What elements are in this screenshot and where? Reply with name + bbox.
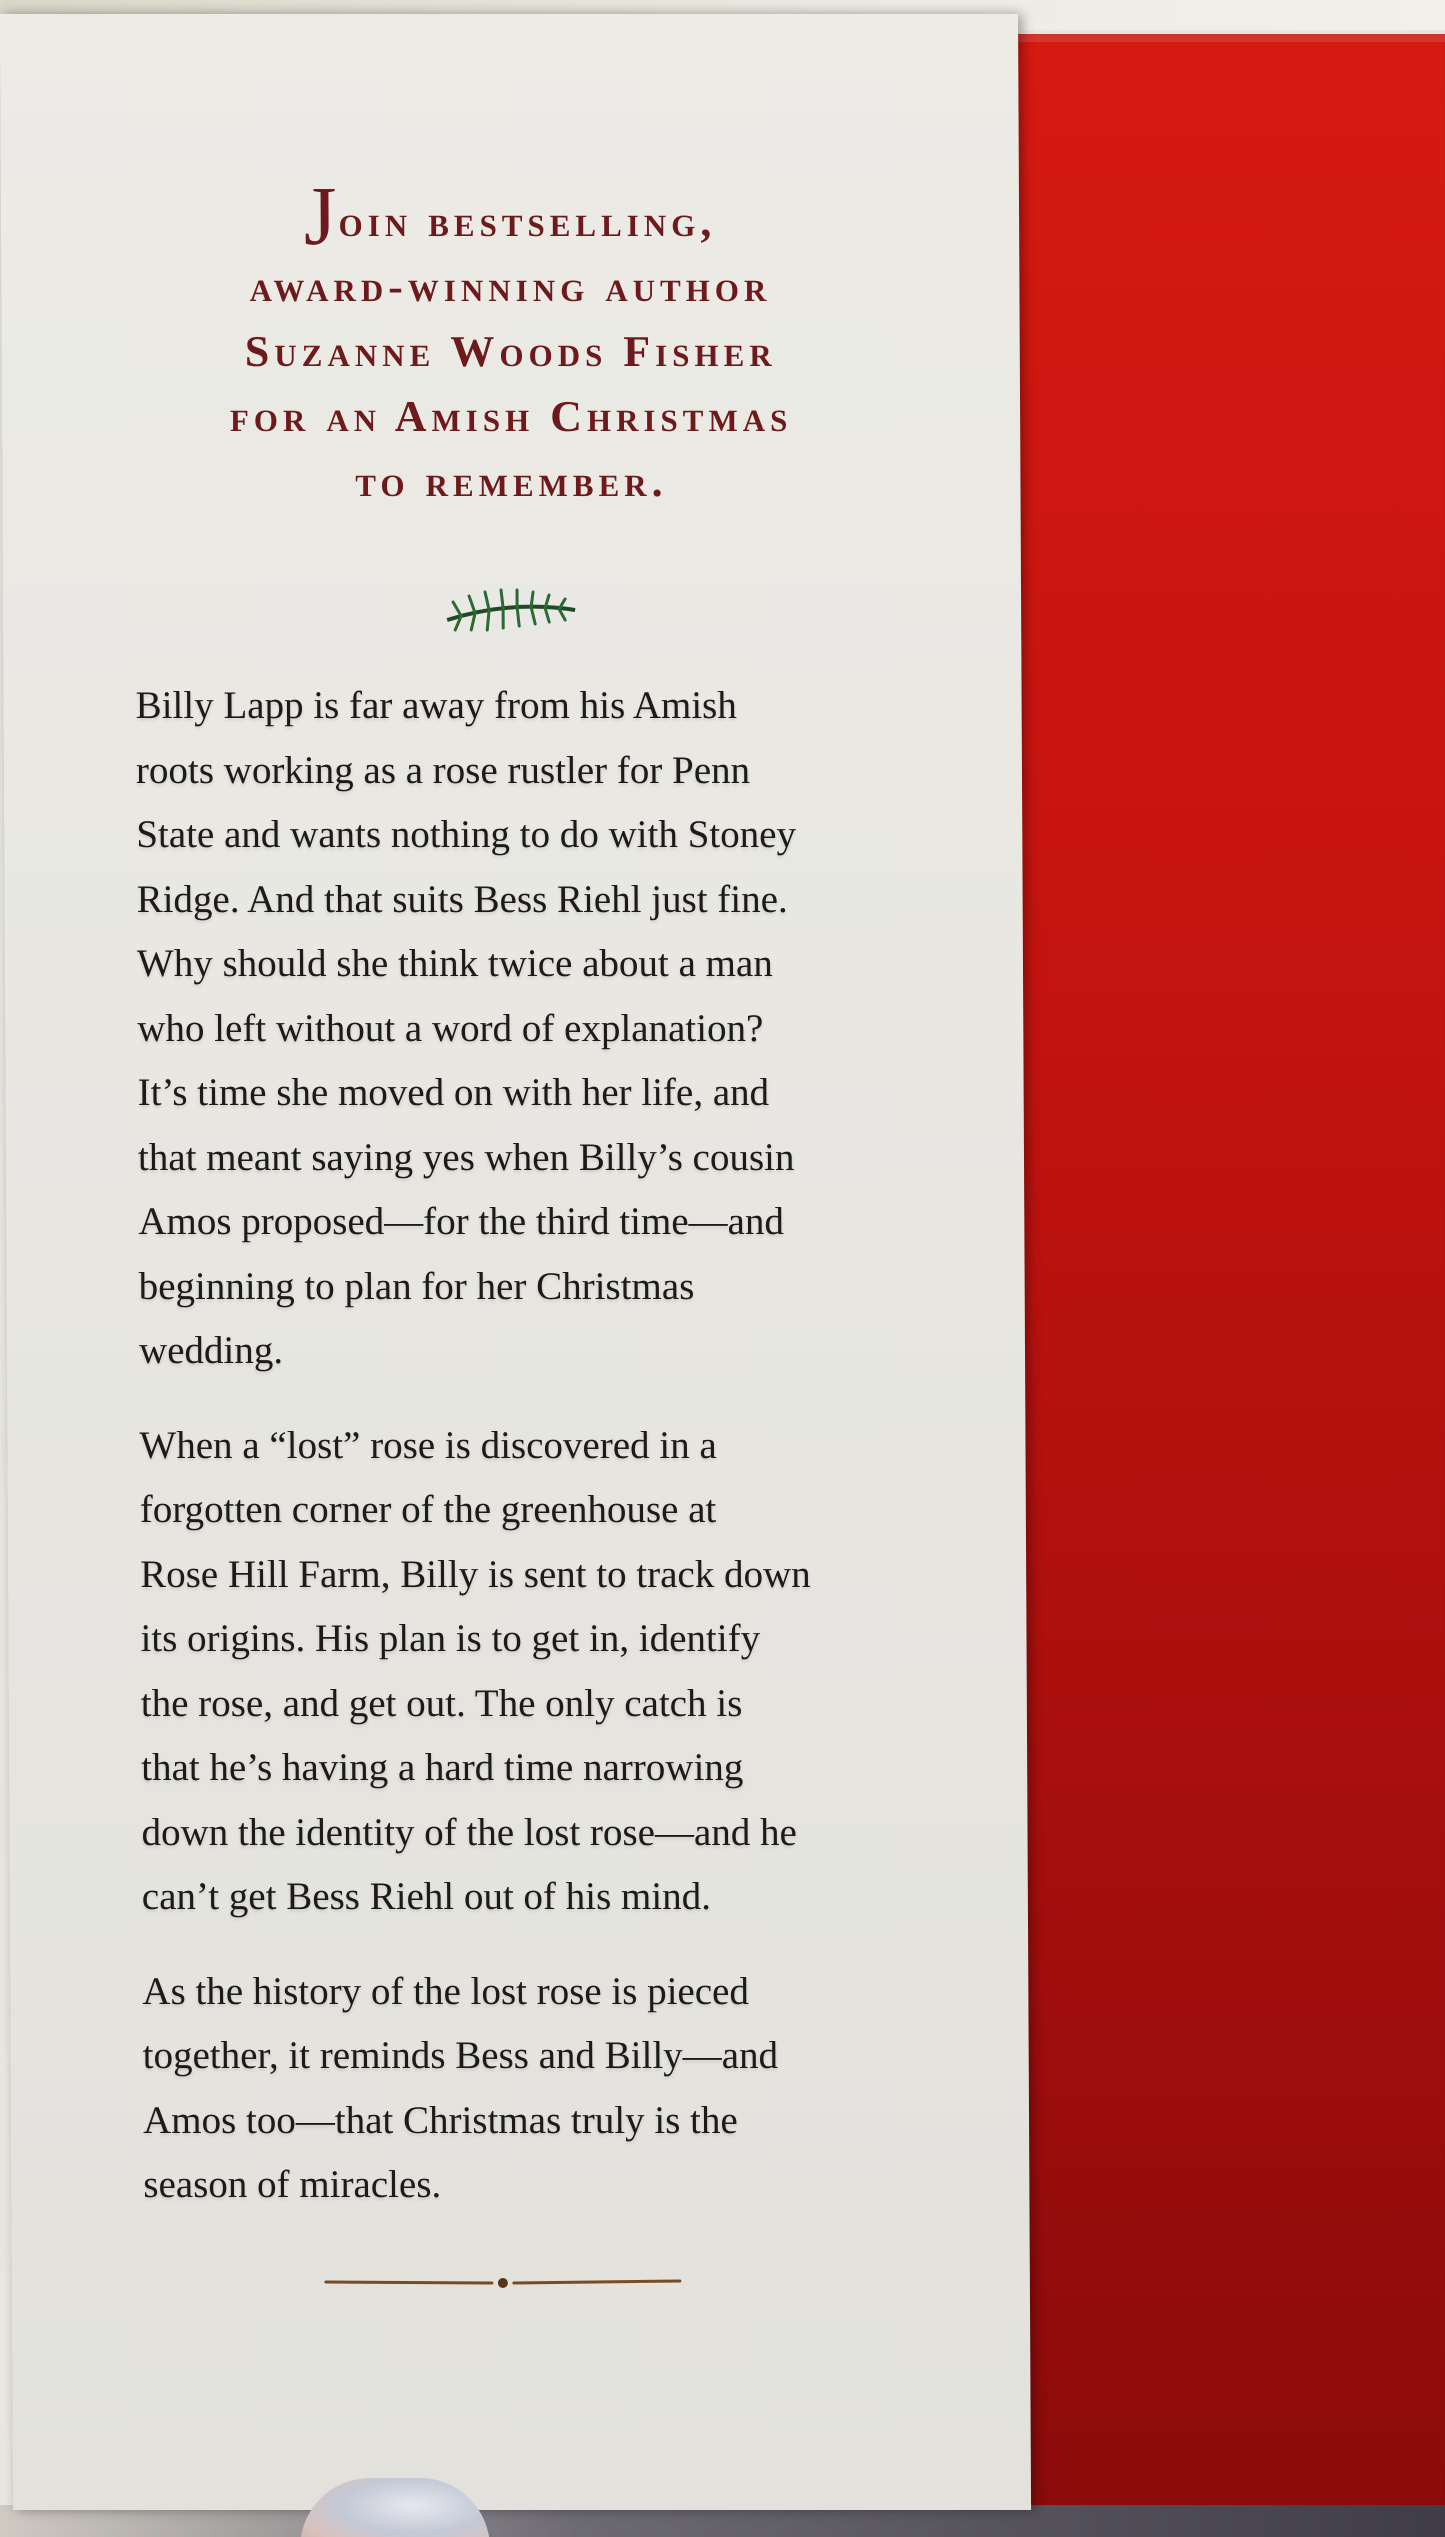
synopsis-paragraph-2 bbox=[139, 1414, 942, 1930]
text-line: Why should she think twice about a man bbox=[136, 942, 773, 985]
text-line: can’t get Bess Riehl out of his mind. bbox=[141, 1875, 712, 1918]
headline-line-4: for an Amish Christmas bbox=[229, 392, 793, 441]
text-line: that meant saying yes when Billy’s cousin bbox=[137, 1135, 795, 1179]
text-line: season of miracles. bbox=[143, 2163, 442, 2206]
text-line: together, it reminds Bess and Billy—and bbox=[142, 2034, 779, 2077]
headline bbox=[91, 170, 931, 514]
text-line: forgotten corner of the greenhouse at bbox=[139, 1488, 717, 1531]
text-line: Billy Lapp is far away from his Amish bbox=[135, 684, 737, 727]
synopsis bbox=[135, 674, 943, 2248]
text-line: When a “lost” rose is discovered in a bbox=[139, 1423, 717, 1467]
text-line: roots working as a rose rustler for Penn bbox=[135, 748, 751, 792]
synopsis-paragraph-1 bbox=[135, 674, 939, 1384]
text-line: beginning to plan for her Christmas bbox=[138, 1264, 695, 1308]
headline-line-2: award-winning author bbox=[249, 262, 772, 311]
ornamental-rule-icon bbox=[322, 2269, 684, 2295]
text-line: Amos proposed—for the third time—and bbox=[138, 1200, 784, 1243]
headline-line-5: to remember. bbox=[355, 457, 668, 506]
headline-line-3: Suzanne Woods Fisher bbox=[244, 327, 777, 376]
text-line: State and wants nothing to do with Stoney bbox=[136, 813, 797, 856]
text-line: Rose Hill Farm, Billy is sent to track down bbox=[140, 1552, 811, 1596]
text-line: It’s time she moved on with her life, and bbox=[137, 1071, 770, 1114]
headline-line-1: Join bestselling, bbox=[303, 170, 717, 263]
drop-cap: J bbox=[303, 170, 339, 263]
text-line: wedding. bbox=[138, 1329, 284, 1372]
text-line: down the identity of the lost rose—and he bbox=[141, 1810, 797, 1854]
book-jacket-flap bbox=[0, 14, 1031, 2510]
text-line: that he’s having a hard time narrowing bbox=[141, 1746, 744, 1789]
pine-sprig-icon bbox=[441, 580, 581, 638]
red-book-board bbox=[1008, 34, 1445, 2514]
text-line: the rose, and get out. The only catch is bbox=[140, 1681, 743, 1725]
text-line: Ridge. And that suits Bess Riehl just fine. bbox=[136, 877, 788, 921]
text-line: Amos too—that Christmas truly is the bbox=[142, 2098, 738, 2142]
text-line: who left without a word of explanation? bbox=[137, 1006, 764, 1050]
text-line: As the history of the lost rose is pieced bbox=[142, 1969, 750, 2013]
text-line: its origins. His plan is to get in, identify bbox=[140, 1617, 761, 1660]
synopsis-paragraph-3 bbox=[142, 1960, 943, 2218]
